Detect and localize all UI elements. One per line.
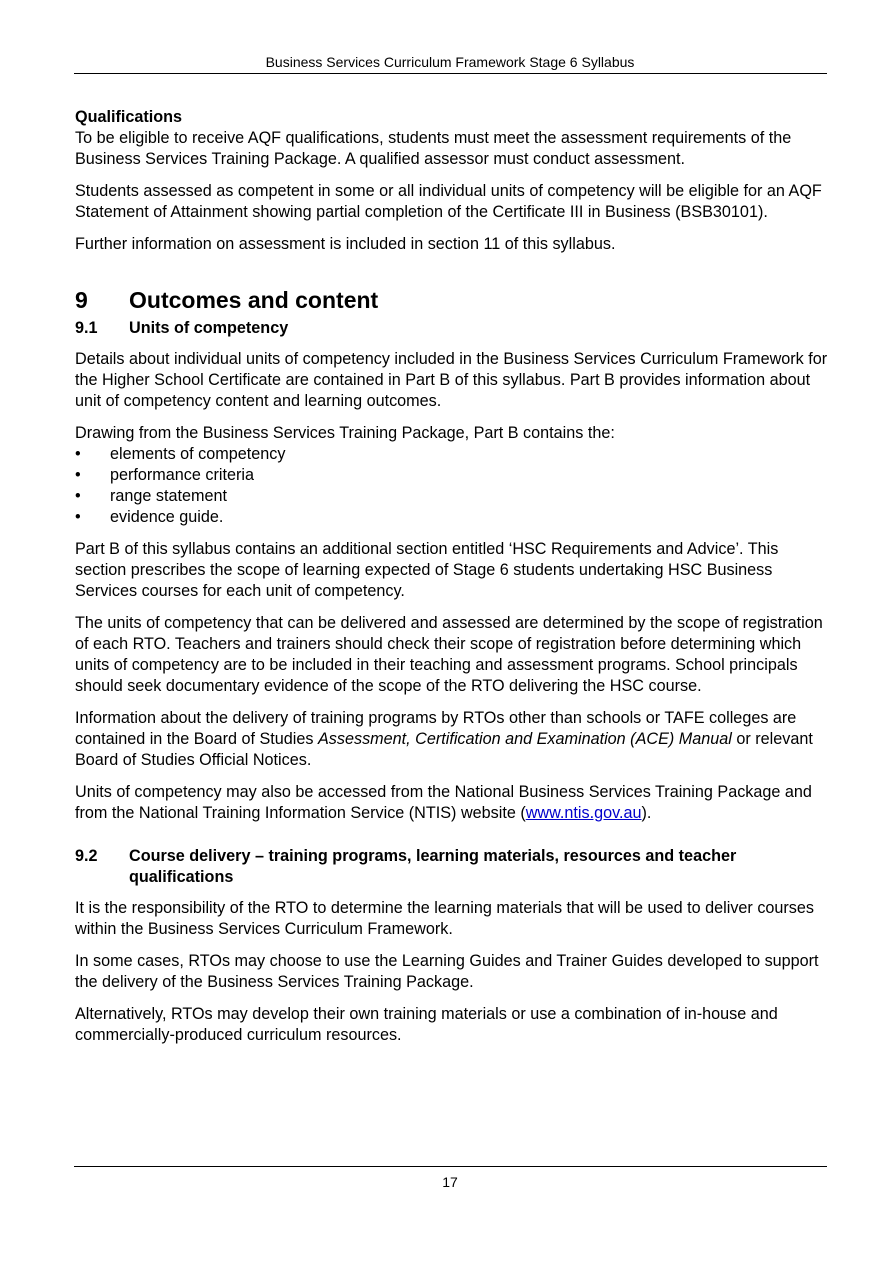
page-number: 17 (442, 1174, 458, 1190)
list-item: • elements of competency (75, 445, 286, 463)
qualifications-heading: Qualifications (75, 108, 183, 126)
section-9-1-number: 9.1 (75, 319, 98, 337)
list-item: • performance criteria (75, 466, 254, 484)
footer-rule (74, 1166, 827, 1167)
bullet-glyph: • (75, 445, 81, 463)
units-paragraph-3: Part B of this syllabus contains an additional section entitled ‘HSC Requirements and Advice’. This section prescribes the scope of learning expected of Stage 6 students undertaking HSC Business Services courses for each unit of competency. (75, 540, 779, 600)
units-paragraph-6: Units of competency may also be accessed from the National Business Services Training Package and from the National Training Information Service (NTIS) website (www.ntis.gov.au). (75, 783, 812, 822)
section-9-2-number: 9.2 (75, 847, 98, 865)
bullet-glyph: • (75, 508, 81, 526)
units-paragraph-2: Drawing from the Business Services Training Package, Part B contains the: (75, 424, 615, 442)
section-9-number: 9 (75, 287, 88, 313)
qualifications-paragraph-1: To be eligible to receive AQF qualifications, students must meet the assessment requirements of the Business Services Training Package. A qualified assessor must conduct assessment. (75, 129, 792, 168)
delivery-paragraph-3: Alternatively, RTOs may develop their own training materials or use a combination of in-house and commercially-produced curriculum resources. (75, 1005, 778, 1044)
qualifications-paragraph-2: Students assessed as competent in some or all individual units of competency will be eligible for an AQF Statement of Attainment showing partial completion of the Certificate III in Business (BSB30101). (75, 182, 822, 221)
bullet-glyph: • (75, 466, 81, 484)
units-paragraph-1: Details about individual units of competency included in the Business Services Curriculum Framework for the Higher School Certificate are contained in Part B of this syllabus. Part B provides information about unit of competency content and learning outcomes. (75, 350, 828, 410)
units-paragraph-5: Information about the delivery of training programs by RTOs other than schools or TAFE colleges are contained in the Board of Studies Assessment, Certification and Examination (ACE) Manual or relevant Board of Studies Official Notices. (75, 709, 813, 769)
ntis-link[interactable]: www.ntis.gov.au (525, 804, 642, 822)
ace-manual-title: Assessment, Certification and Examination (ACE) Manual (317, 730, 732, 748)
list-item: • evidence guide. (75, 508, 224, 526)
delivery-paragraph-1: It is the responsibility of the RTO to determine the learning materials that will be used to deliver courses within the Business Services Curriculum Framework. (75, 899, 814, 938)
delivery-paragraph-2: In some cases, RTOs may choose to use the Learning Guides and Trainer Guides developed to support the delivery of the Business Services Training Package. (75, 952, 819, 991)
page-body (75, 107, 831, 1057)
section-9-1-heading (75, 318, 831, 339)
running-header: Business Services Curriculum Framework Stage 6 Syllabus (265, 54, 635, 70)
units-paragraph-4: The units of competency that can be delivered and assessed are determined by the scope of registration of each RTO. Teachers and trainers should check their scope of registration before determining which units of competency are to be included in their teaching and assessment programs. School principals should seek documentary evidence of the scope of the RTO delivering the HSC course. (75, 614, 823, 695)
section-9-2-heading (75, 846, 831, 888)
qualifications-paragraph-3: Further information on assessment is included in section 11 of this syllabus. (75, 235, 616, 253)
section-9-2-title: Course delivery – training programs, learning materials, resources and teacher qualifications (129, 847, 737, 886)
header-rule (74, 73, 827, 74)
section-9-title: Outcomes and content (129, 287, 379, 313)
section-9-1-title: Units of competency (129, 319, 289, 337)
list-item: • range statement (75, 487, 227, 505)
part-b-contents-list (75, 444, 831, 528)
bullet-glyph: • (75, 487, 81, 505)
section-9-heading (75, 287, 831, 313)
